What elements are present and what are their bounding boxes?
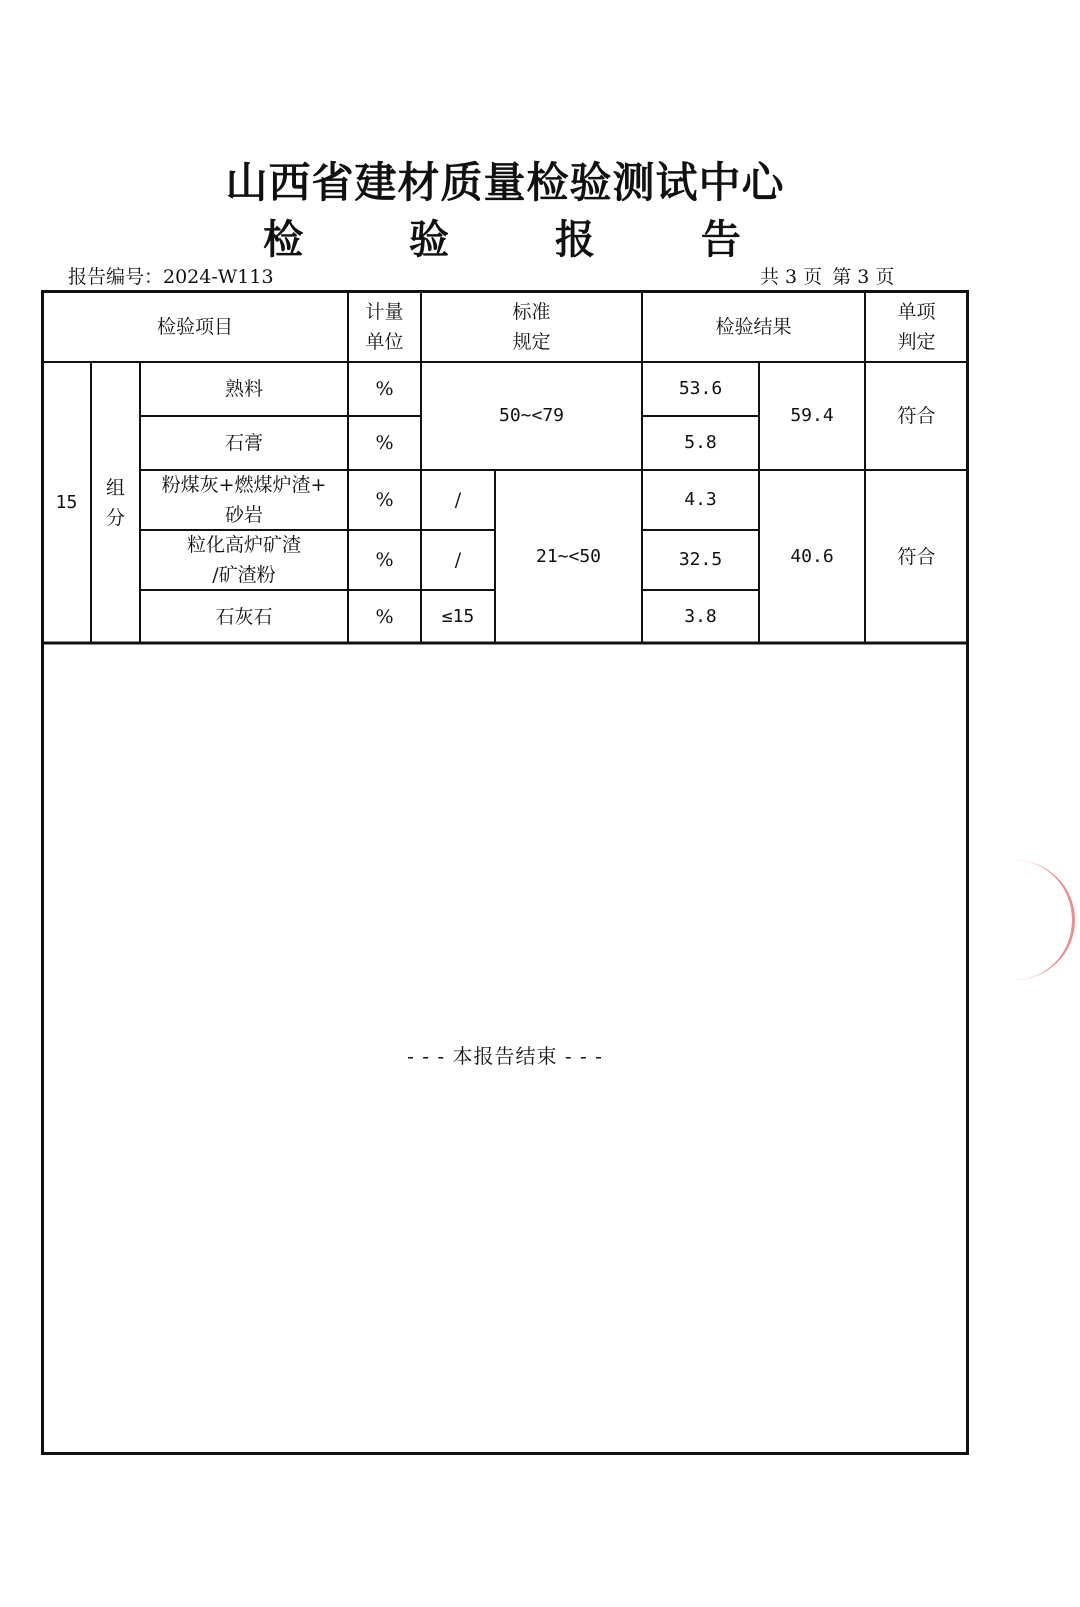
header-result: 检验结果 [715, 316, 792, 338]
group-label: 组 分 [105, 476, 125, 529]
page-number: 第 3 页 [832, 266, 895, 288]
row-3-limit: / [454, 549, 462, 571]
report-number: 报告编号：2024-W113 [68, 266, 274, 288]
group-0-total: 59.4 [790, 405, 834, 426]
row-4-limit: ≤15 [441, 605, 475, 627]
row-index: 15 [55, 491, 78, 513]
group-1-standard: 21~<50 [535, 545, 602, 567]
row-4-result: 3.8 [684, 605, 717, 627]
row-2-unit: % [375, 489, 394, 511]
row-2-name: 粉煤灰+燃煤炉渣+ 砂岩 [161, 474, 327, 526]
header-item: 检验项目 [156, 316, 233, 338]
group-0-judgment: 符合 [897, 405, 936, 427]
row-4-unit: % [375, 605, 394, 628]
row-0-name: 熟料 [224, 378, 263, 400]
row-0-unit: % [375, 378, 394, 400]
group-0-standard: 50~<79 [498, 405, 565, 426]
row-2-limit: / [454, 489, 462, 511]
row-1-unit: % [375, 432, 394, 454]
header-standard: 标准 规定 [512, 301, 551, 353]
total-pages: 共 3 页 [760, 266, 823, 288]
header-unit: 计量 单位 [365, 301, 404, 353]
row-3-result: 32.5 [678, 549, 723, 570]
group-1-judgment: 符合 [897, 545, 936, 568]
row-1-result: 5.8 [684, 432, 717, 453]
row-1-name: 石膏 [224, 432, 263, 454]
end-of-report-note: - - - 本报告结束 - - - [407, 1044, 603, 1068]
row-3-name: 粒化高炉矿渣 /矿渣粉 [186, 534, 301, 586]
row-0-result: 53.6 [678, 378, 723, 399]
row-3-unit: % [375, 549, 394, 571]
row-4-name: 石灰石 [215, 605, 273, 628]
row-2-result: 4.3 [684, 489, 717, 510]
group-1-total: 40.6 [790, 545, 834, 567]
document-type: 检 验 报 告 [263, 216, 787, 263]
header-judgment: 单项 判定 [897, 301, 936, 353]
org-title: 山西省建材质量检验测试中心 [225, 158, 785, 207]
